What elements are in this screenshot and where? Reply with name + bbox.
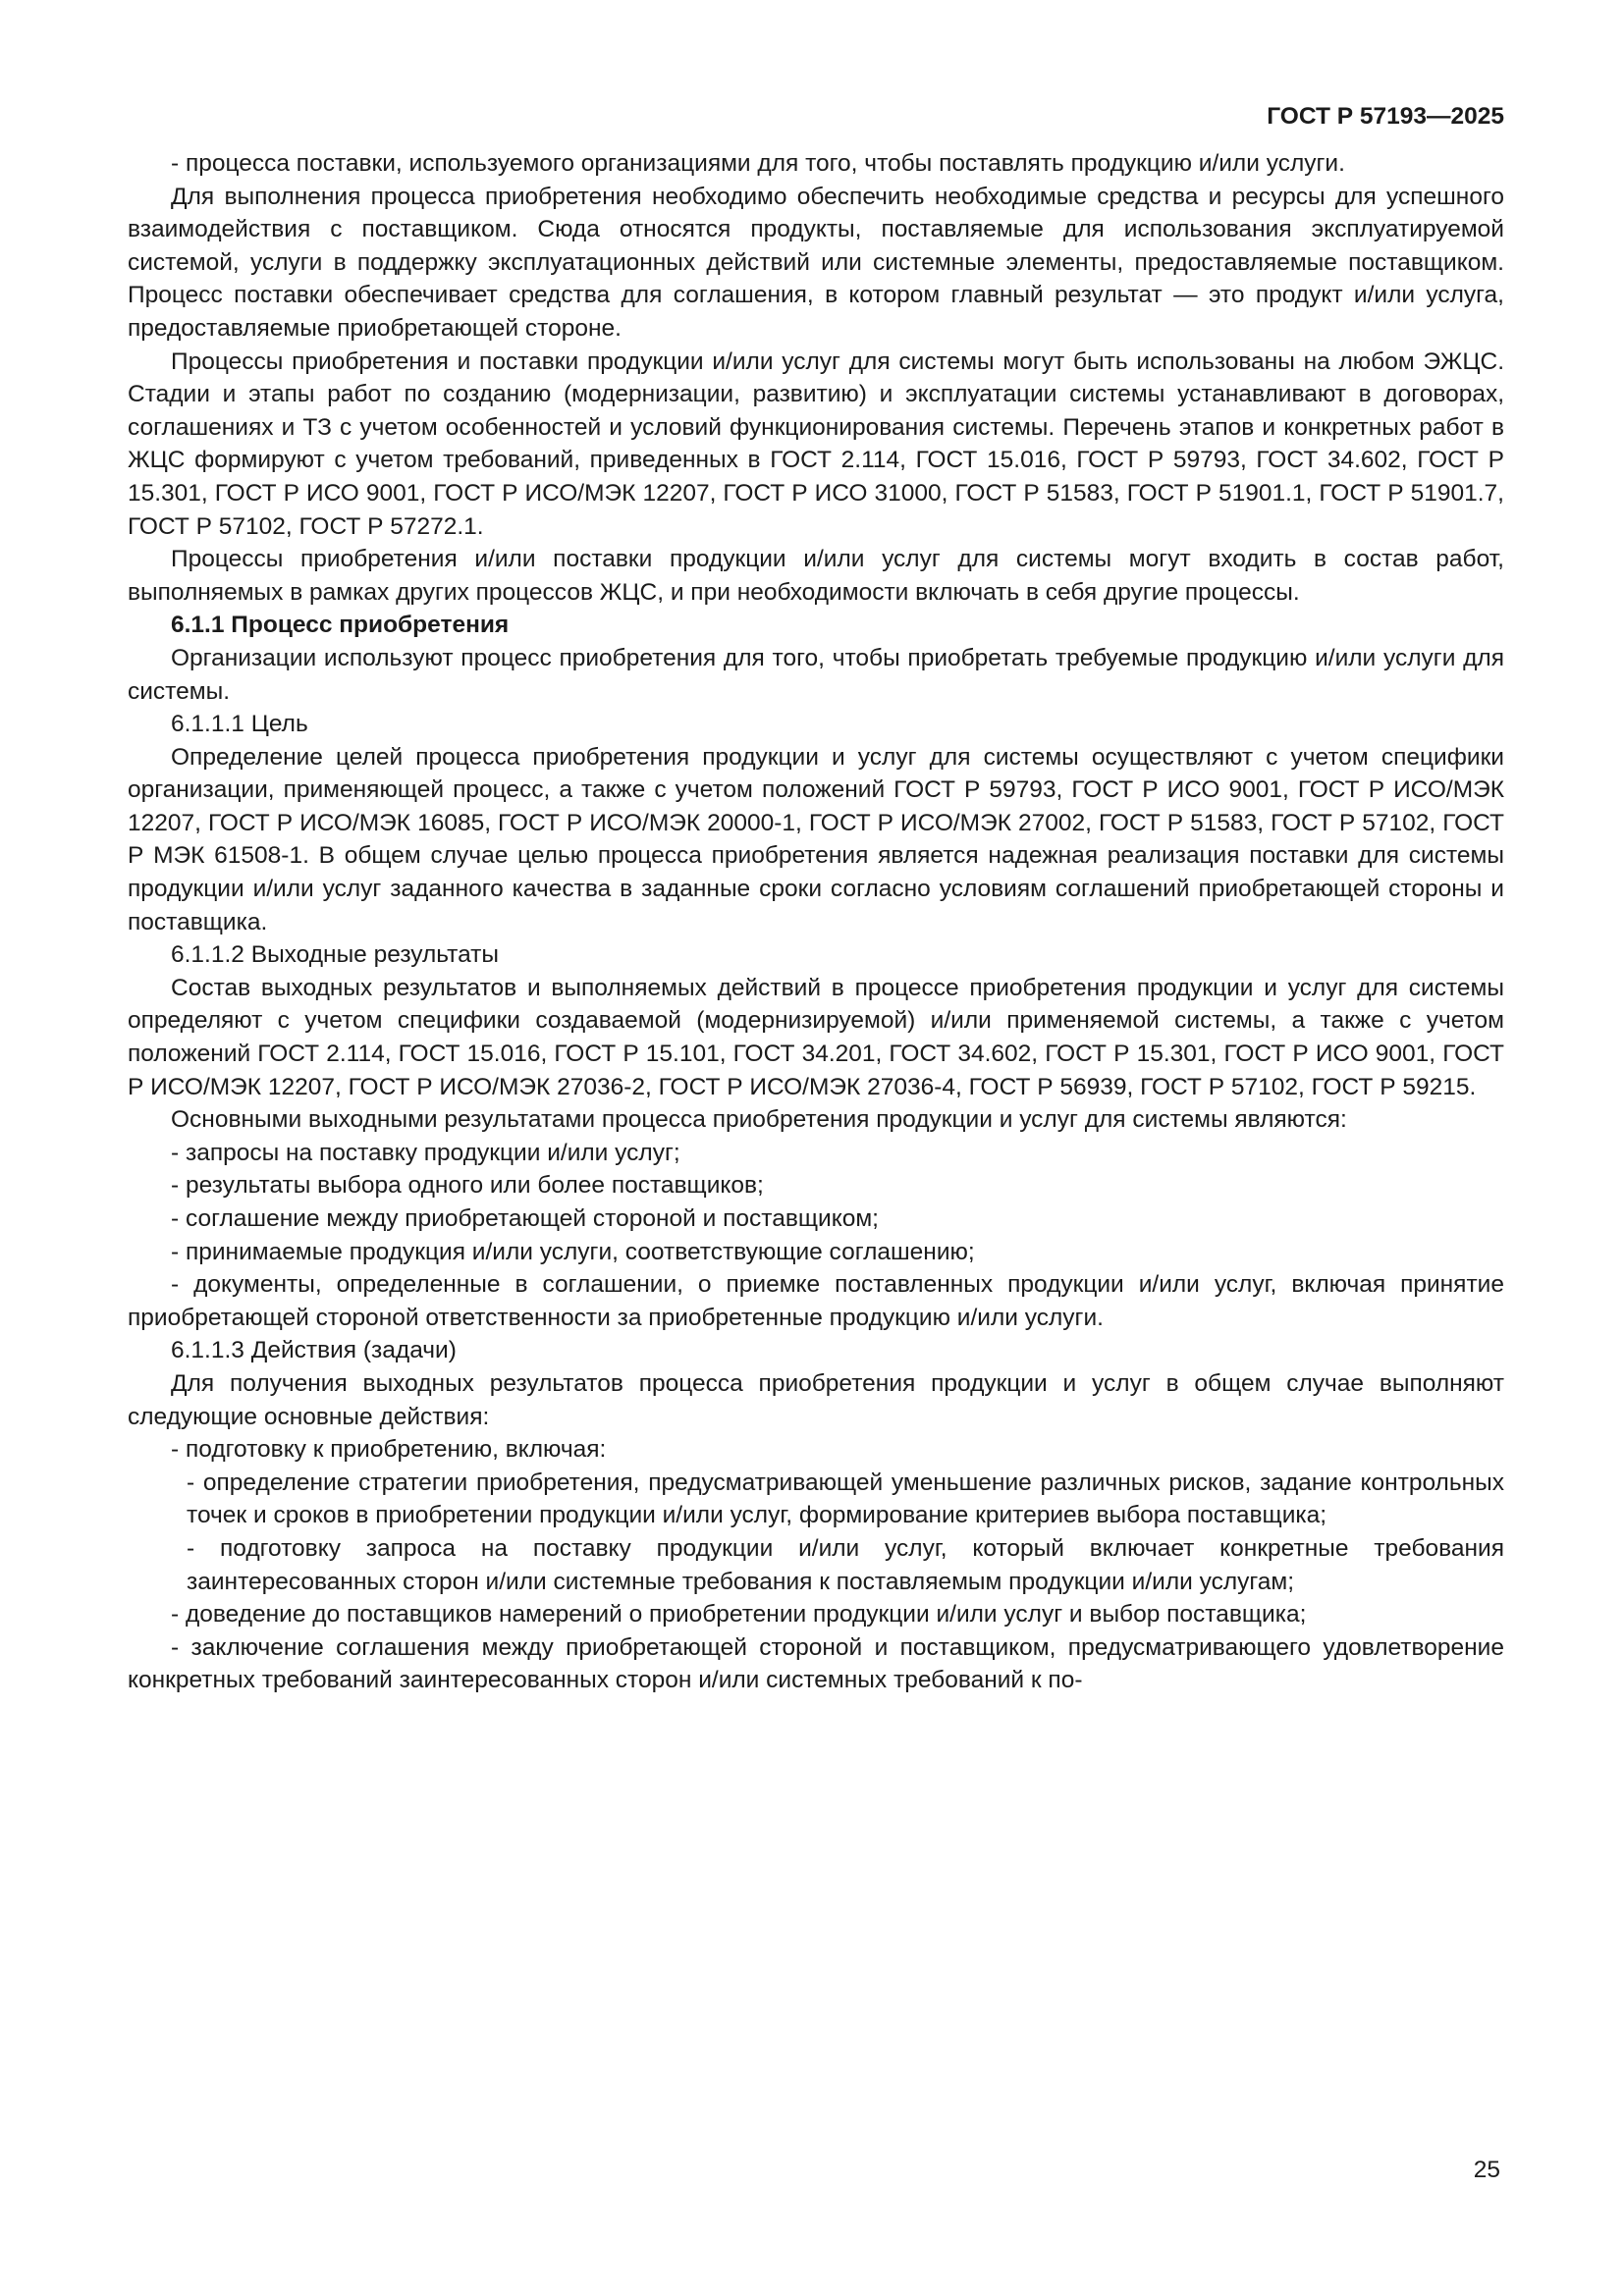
document-body <box>128 147 1504 1697</box>
paragraph: Процессы приобретения и/или поставки продукции и/или услуг для системы могут входить в состав работ, выполняемых в рамках других процессов ЖЦС, и при необходимости включать в себя другие процессы. <box>128 546 1504 606</box>
section-subheading: 6.1.1.1 Цель <box>171 711 308 738</box>
paragraph: Процессы приобретения и поставки продукции и/или услуг для системы могут быть использованы на любом ЭЖЦС. Стадии и этапы работ по созданию (модернизации, развитию) и эксплуатации системы устанавливают в договорах, соглашениях и ТЗ с учетом особенностей и условий функционирования системы. Перечень этапов и конкретных работ в ЖЦС формируют с учетом требований, приведенных в ГОСТ 2.114, ГОСТ 15.016, ГОСТ Р 59793, ГОСТ 34.602, ГОСТ Р 15.301, ГОСТ Р ИСО 9001, ГОСТ Р ИСО/МЭК 12207, ГОСТ Р ИСО 31000, ГОСТ Р 51583, ГОСТ Р 51901.1, ГОСТ Р 51901.7, ГОСТ Р 57102, ГОСТ Р 57272.1. <box>128 347 1504 540</box>
section-subheading: 6.1.1.2 Выходные результаты <box>171 941 500 969</box>
list-item: - доведение до поставщиков намерений о приобретении продукции и/или услуг и выбор поставщика; <box>171 1601 1307 1629</box>
list-item: - соглашение между приобретающей стороной и поставщиком; <box>171 1205 879 1232</box>
page-number: 25 <box>1473 2157 1500 2183</box>
list-item: - результаты выбора одного или более поставщиков; <box>171 1172 764 1200</box>
list-item: - подготовку к приобретению, включая: <box>171 1436 607 1464</box>
list-item: - принимаемые продукция и/или услуги, соответствующие соглашению; <box>171 1238 975 1265</box>
paragraph: Организации используют процесс приобретения для того, чтобы приобретать требуемые продукцию и/или услуги для системы. <box>128 644 1504 705</box>
paragraph: Для получения выходных результатов процесса приобретения продукции и услуг в общем случае выполняют следующие основные действия: <box>128 1369 1504 1430</box>
paragraph: Состав выходных результатов и выполняемых действий в процессе приобретения продукции и услуг для системы определяют с учетом специфики создаваемой (модернизируемой) и/или применяемой системы, а также с учетом положений ГОСТ 2.114, ГОСТ 15.016, ГОСТ Р 15.101, ГОСТ 34.201, ГОСТ 34.602, ГОСТ Р 15.301, ГОСТ Р ИСО 9001, ГОСТ Р ИСО/МЭК 12207, ГОСТ Р ИСО/МЭК 27036-2, ГОСТ Р ИСО/МЭК 27036-4, ГОСТ Р 56939, ГОСТ Р 57102, ГОСТ Р 59215. <box>128 974 1504 1100</box>
list-item: - документы, определенные в соглашении, о приемке поставленных продукции и/или услуг, включая принятие приобретающей стороной ответственности за приобретенные продукцию и/или услуги. <box>128 1271 1504 1331</box>
page-header <box>1267 102 1504 132</box>
paragraph: Определение целей процесса приобретения продукции и услуг для системы осуществляют с учетом специфики организации, применяющей процесс, а также с учетом положений ГОСТ Р 59793, ГОСТ Р ИСО 9001, ГОСТ Р ИСО/МЭК 12207, ГОСТ Р ИСО/МЭК 16085, ГОСТ Р ИСО/МЭК 20000-1, ГОСТ Р ИСО/МЭК 27002, ГОСТ Р 51583, ГОСТ Р 57102, ГОСТ Р МЭК 61508-1. В общем случае целью процесса приобретения является надежная реализация поставки для системы продукции и/или услуг заданного качества в заданные сроки согласно условиям соглашений приобретающей стороны и поставщика. <box>128 743 1504 935</box>
section-heading: 6.1.1 Процесс приобретения <box>171 612 510 639</box>
paragraph: Для выполнения процесса приобретения необходимо обеспечить необходимые средства и ресурсы для успешного взаимодействия с поставщиком. Сюда относятся продукты, поставляемые для использования эксплуатируемой системой, услуги в поддержку эксплуатационных действий или системные элементы, предоставляемые поставщиком. Процесс поставки обеспечивает средства для соглашения, в котором главный результат — это продукт и/или услуга, предоставляемые приобретающей стороне. <box>128 183 1504 342</box>
sublist-item: - подготовку запроса на поставку продукции и/или услуг, который включает конкретные требования заинтересованных сторон и/или системные требования к поставляемым продукции и/или услугам; <box>187 1534 1504 1595</box>
sublist-item: - определение стратегии приобретения, предусматривающей уменьшение различных рисков, задание контрольных точек и сроков в приобретении продукции и/или услуг, формирование критериев выбора поставщика; <box>187 1468 1504 1529</box>
paragraph: Основными выходными результатами процесса приобретения продукции и услуг для системы являются: <box>171 1106 1347 1134</box>
list-item: - запросы на поставку продукции и/или услуг; <box>171 1139 680 1166</box>
page-footer <box>1474 2156 1500 2185</box>
document-number: ГОСТ Р 57193—2025 <box>1267 103 1504 130</box>
section-subheading: 6.1.1.3 Действия (задачи) <box>171 1337 457 1364</box>
list-item: - заключение соглашения между приобретающей стороной и поставщиком, предусматривающего удовлетворение конкретных требований заинтересованных сторон и/или системных требований к по- <box>128 1633 1504 1694</box>
list-item: - процесса поставки, используемого организациями для того, чтобы поставлять продукцию и/или услуги. <box>171 150 1345 177</box>
